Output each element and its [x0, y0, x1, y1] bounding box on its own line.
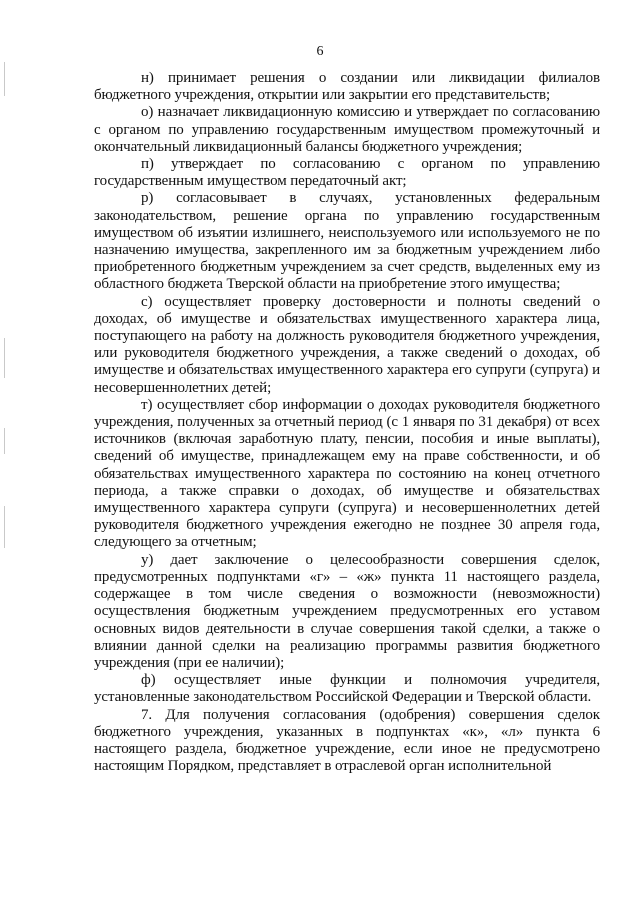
paragraph-p: п) утверждает по согласованию с органом по управлению государственным имуществом передаточный акт; — [94, 156, 600, 190]
paragraph-n: н) принимает решения о создании или ликвидации филиалов бюджетного учреждения, открытии или закрытии его представительств; — [94, 70, 600, 104]
margin-mark-bottom — [4, 506, 5, 548]
margin-mark-middle — [4, 338, 5, 378]
paragraph-o: о) назначает ликвидационную комиссию и утверждает по согласованию с органом по управлению государственным имуществом промежуточный и окончательный ликвидационный балансы бюджетного учреждения; — [94, 104, 600, 155]
paragraph-t: т) осуществляет сбор информации о доходах руководителя бюджетного учреждения, полученных за отчетный период (с 1 января по 31 декабря) от всех источников (включая заработную плату, пенсии, пособия и иные выплаты), сведений об имуществе, принадлежащем ему на праве собственности, и об обязательствах имущественного характера по состоянию на конец отчетного периода, а также справки о доходах, об имуществе и обязательствах имущественного характера супруги (супруга) и несовершеннолетних детей руководителя бюджетного учреждения ежегодно не позднее 30 апреля года, следующего за отчетным; — [94, 396, 600, 551]
paragraph-u: у) дает заключение о целесообразности совершения сделок, предусмотренных подпунктами «г» – «ж» пункта 11 настоящего раздела, содержащее в том числе сведения о возможности (невозможности) осуществления бюджетным учреждением предусмотренных его уставом основных видов деятельности в случае совершения такой сделки, а также о влиянии данной сделки на реализацию программы развития бюджетного учреждения (при ее наличии); — [94, 551, 600, 671]
margin-mark-top — [4, 62, 5, 96]
paragraph-r: р) согласовывает в случаях, установленных федеральным законодательством, решение органа по управлению государственным имуществом об изъятии излишнего, неиспользуемого или используемого не по назначению имущества, закрепленного им за бюджетным учреждением либо приобретенного бюджетным учреждением за счет средств, выделенных ему из областного бюджета Тверской области на приобретение этого имущества; — [94, 190, 600, 293]
paragraph-f: ф) осуществляет иные функции и полномочия учредителя, установленные законодательством Российской Федерации и Тверской области. — [94, 672, 600, 706]
paragraph-s: с) осуществляет проверку достоверности и полноты сведений о доходах, об имуществе и обязательствах имущественного характера лица, поступающего на работу на должность руководителя бюджетного учреждения, или руководителя бюджетного учреждения, а также сведений о доходах, об имуществе и обязательствах имущественного характера его супруги (супруга) и несовершеннолетних детей; — [94, 293, 600, 396]
paragraph-7: 7. Для получения согласования (одобрения) совершения сделок бюджетного учреждения, указанных в подпунктах «к», «л» пункта 6 настоящего раздела, бюджетное учреждение, если иное не предусмотрено настоящим Порядком, представляет в отраслевой орган исполнительной — [94, 706, 600, 775]
document-body — [94, 70, 600, 775]
margin-mark-lower — [4, 428, 5, 454]
page-number: 6 — [316, 44, 324, 59]
